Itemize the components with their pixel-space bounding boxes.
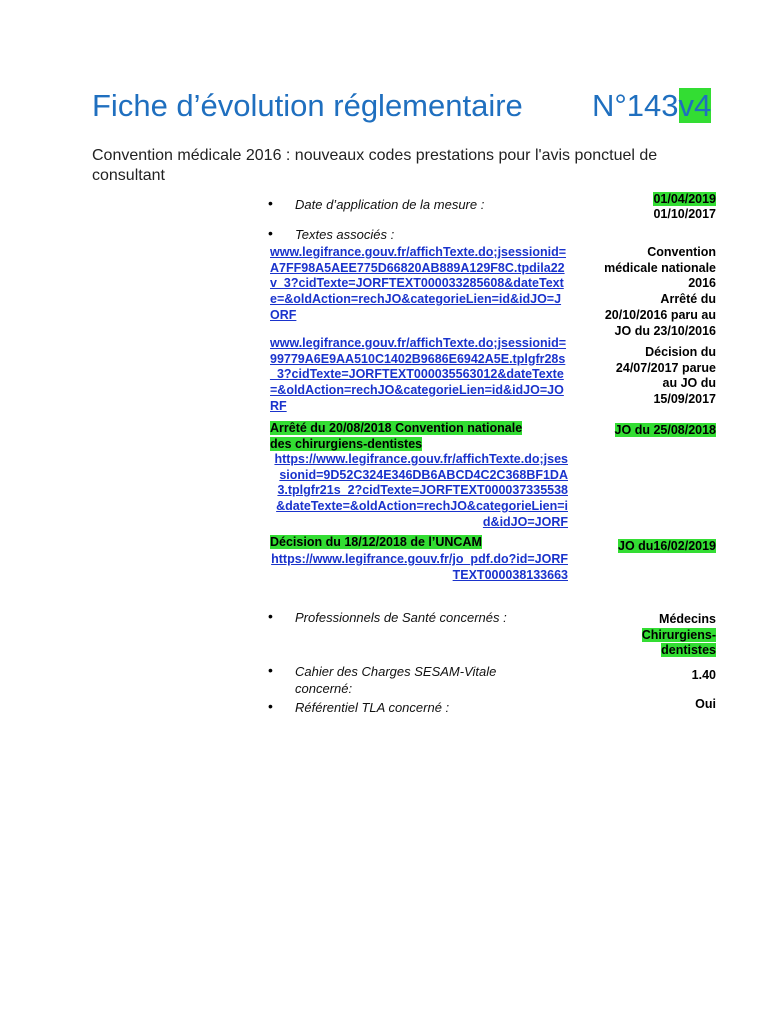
decision-uncam-title: Décision du 18/12/2018 de l’UNCAM <box>270 535 482 549</box>
bullet-cahier: • <box>268 662 273 678</box>
legifrance-link-decision-uncam[interactable]: https://www.legifrance.gouv.fr/jo_pdf.do?id=JORFTEXT000038133663 <box>271 552 568 582</box>
bullet-textes: • <box>268 225 273 241</box>
cahier-version: 1.40 <box>691 668 716 682</box>
legifrance-link-decision-2017[interactable]: www.legifrance.gouv.fr/affichTexte.do;jsessionid=99779A6E9AA510C1402B9686E6942A5E.tplgfr28s_3?cidTexte=JORFTEXT000035563012&dateTexte=&oldAction=rechJO&categorieLien=id&idJO=JORF <box>270 336 567 413</box>
application-label: Date d’application de la mesure : <box>295 197 485 212</box>
document-title: Fiche d’évolution réglementaire <box>92 88 523 123</box>
tla-label: Référentiel TLA concerné : <box>295 700 450 715</box>
ref-jo-2019: JO du16/02/2019 <box>618 539 716 553</box>
document-subtitle: Convention médicale 2016 : nouveaux codes prestations pour l'avis ponctuel de consultant <box>92 147 658 184</box>
ref-convention-2016: Convention médicale nationale 2016 Arrêté du 20/10/2016 paru au JO du 23/10/2016 <box>604 245 716 338</box>
bullet-professionnels: • <box>268 608 273 624</box>
document-number <box>592 86 711 126</box>
legifrance-link-convention-2016[interactable]: www.legifrance.gouv.fr/affichTexte.do;jsessionid=A7FF98A5AEE775D66820AB889A129F8C.tpdila22v_3?cidTexte=JORFTEXT000033285608&dateTexte=&oldAction=rechJO&categorieLien=id&idJO=JORF <box>270 245 567 322</box>
bullet-application: • <box>268 195 273 211</box>
professionnels-values: Médecins Chirurgiens- dentistes <box>641 612 716 658</box>
legifrance-link-arrete-2018[interactable]: https://www.legifrance.gouv.fr/affichTexte.do;jsessionid=9D52C324E346DB6ABCD4C2C368BF1DA3.tplgfr21s_2?cidTexte=JORFTEXT000037335538&dateTexte=&oldAction=rechJO&categorieLien=id&idJO=JORF <box>274 452 568 529</box>
cahier-label: Cahier des Charges SESAM-Vitale concerné: <box>295 664 497 696</box>
application-date-old: 01/10/2017 <box>653 207 716 221</box>
tla-value: Oui <box>695 697 716 711</box>
ref-decision-2017: Décision du 24/07/2017 parue au JO du 15/09/2017 <box>615 345 716 407</box>
ref-jo-2018: JO du 25/08/2018 <box>614 423 716 437</box>
version-badge: v4 <box>678 88 712 123</box>
bullet-tla: • <box>268 698 273 714</box>
textes-label: Textes associés : <box>295 227 395 242</box>
arrete-2018-title: Arrêté du 20/08/2018 Convention nationale des chirurgiens-dentistes <box>270 421 523 451</box>
document-number-prefix: N°143 <box>592 88 679 123</box>
professionnels-label: Professionnels de Santé concernés : <box>295 610 507 625</box>
application-date-new: 01/04/2019 <box>653 192 716 206</box>
